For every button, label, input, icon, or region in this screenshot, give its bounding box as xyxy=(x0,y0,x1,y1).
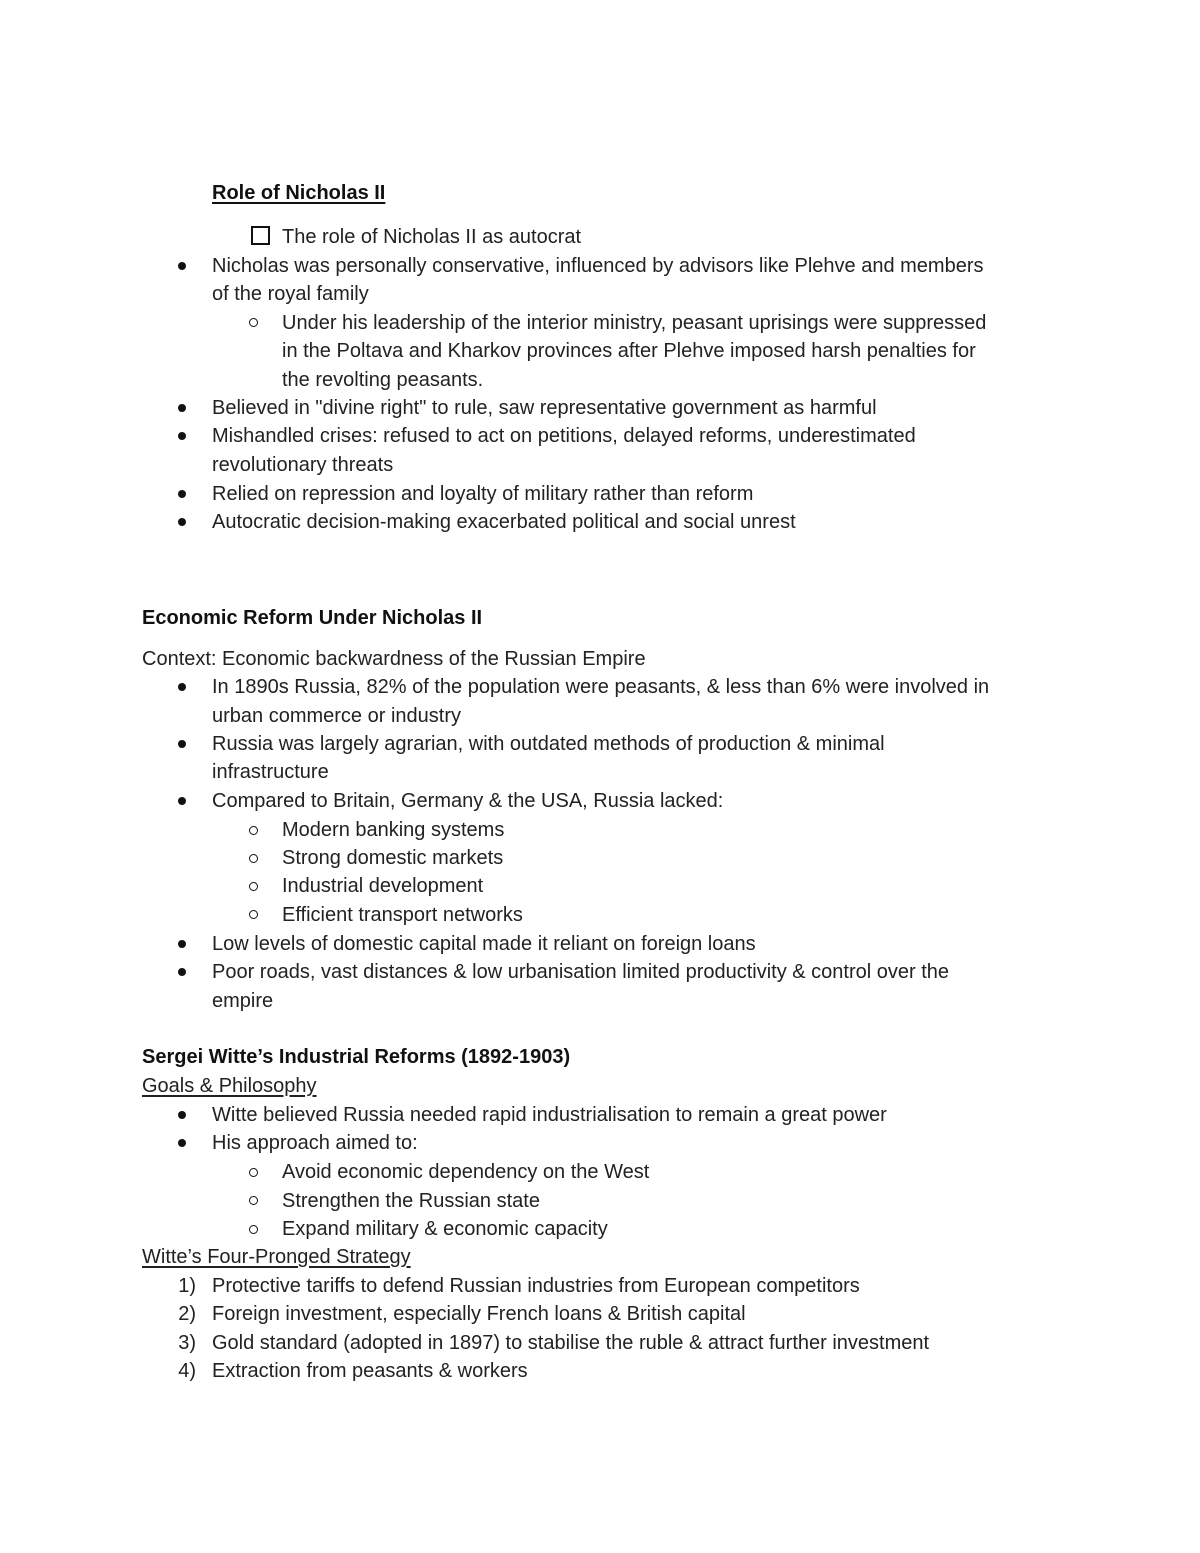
list-item-text: Mishandled crises: refused to act on petitions, delayed reforms, underestimated xyxy=(212,425,916,447)
list-number: 2) xyxy=(178,1303,196,1325)
list-item-text: Witte believed Russia needed rapid industrialisation to remain a great power xyxy=(212,1104,887,1126)
sub-list-item-text: Modern banking systems xyxy=(282,819,505,841)
hollow-bullet-icon xyxy=(249,910,258,919)
bullet-icon xyxy=(178,490,186,498)
sub-list-item-text: Under his leadership of the interior ministry, peasant uprisings were suppressed xyxy=(282,312,987,334)
list-item-text: Autocratic decision-making exacerbated political and social unrest xyxy=(212,511,796,533)
numbered-item-text: Protective tariffs to defend Russian industries from European competitors xyxy=(212,1275,860,1297)
list-item-text: Believed in "divine right" to rule, saw representative government as harmful xyxy=(212,397,877,419)
bullet-icon xyxy=(178,797,186,805)
witte-section-title: Sergei Witte’s Industrial Reforms (1892-1903) xyxy=(142,1046,571,1068)
bullet-icon xyxy=(178,1111,186,1119)
bullet-icon xyxy=(178,740,186,748)
hollow-bullet-icon xyxy=(249,826,258,835)
context-text: Context: Economic backwardness of the Russian Empire xyxy=(142,648,646,670)
numbered-item-text: Gold standard (adopted in 1897) to stabilise the ruble & attract further investment xyxy=(212,1332,930,1354)
sub-list-item-text: in the Poltava and Kharkov provinces after Plehve imposed harsh penalties for xyxy=(282,340,976,362)
list-item-text: In 1890s Russia, 82% of the population were peasants, & less than 6% were involved in xyxy=(212,676,990,698)
sub-list-item-text: Strong domestic markets xyxy=(282,847,504,869)
list-item-text: of the royal family xyxy=(212,283,369,305)
sub-list-item-text: Expand military & economic capacity xyxy=(282,1218,608,1240)
list-item-text: Poor roads, vast distances & low urbanisation limited productivity & control over the xyxy=(212,961,950,983)
bullet-icon xyxy=(178,404,186,412)
economic-section-title: Economic Reform Under Nicholas II xyxy=(142,607,483,629)
list-item-text: Low levels of domestic capital made it reliant on foreign loans xyxy=(212,933,756,955)
list-item-text: His approach aimed to: xyxy=(212,1132,418,1154)
numbered-item-text: Foreign investment, especially French loans & British capital xyxy=(212,1303,746,1325)
bullet-icon xyxy=(178,968,186,976)
hollow-bullet-icon xyxy=(249,1225,258,1234)
bullet-icon xyxy=(178,940,186,948)
bullet-icon xyxy=(178,683,186,691)
numbered-item-text: Extraction from peasants & workers xyxy=(212,1360,528,1382)
hollow-bullet-icon xyxy=(249,854,258,863)
hollow-bullet-icon xyxy=(249,1196,258,1205)
sub-list-item-text: Efficient transport networks xyxy=(282,904,523,926)
hollow-bullet-icon xyxy=(249,882,258,891)
hollow-bullet-icon xyxy=(249,318,258,327)
goals-subheading: Goals & Philosophy xyxy=(142,1075,317,1097)
list-item-text: revolutionary threats xyxy=(212,454,394,476)
list-number: 4) xyxy=(178,1360,196,1382)
bullet-icon xyxy=(178,518,186,526)
strategy-subheading: Witte’s Four-Pronged Strategy xyxy=(142,1246,411,1268)
bullet-icon xyxy=(178,262,186,270)
list-item-text: empire xyxy=(212,990,274,1012)
list-item-text: Relied on repression and loyalty of military rather than reform xyxy=(212,483,754,505)
role-section-title: Role of Nicholas II xyxy=(212,182,386,204)
checkbox-icon xyxy=(251,226,270,245)
list-item-text: Compared to Britain, Germany & the USA, Russia lacked: xyxy=(212,790,724,812)
list-number: 1) xyxy=(178,1275,196,1297)
list-item-text: infrastructure xyxy=(212,761,329,783)
sub-list-item-text: Strengthen the Russian state xyxy=(282,1190,540,1212)
bullet-icon xyxy=(178,1139,186,1147)
bullet-icon xyxy=(178,432,186,440)
list-item-text: urban commerce or industry xyxy=(212,705,461,727)
list-item-text: Russia was largely agrarian, with outdated methods of production & minimal xyxy=(212,733,885,755)
hollow-bullet-icon xyxy=(249,1168,258,1177)
sub-list-item-text: the revolting peasants. xyxy=(282,369,484,391)
list-item-text: Nicholas was personally conservative, influenced by advisors like Plehve and members xyxy=(212,255,984,277)
checkbox-item-text: The role of Nicholas II as autocrat xyxy=(282,226,582,248)
sub-list-item-text: Industrial development xyxy=(282,875,484,897)
sub-list-item-text: Avoid economic dependency on the West xyxy=(282,1161,650,1183)
list-number: 3) xyxy=(178,1332,196,1354)
